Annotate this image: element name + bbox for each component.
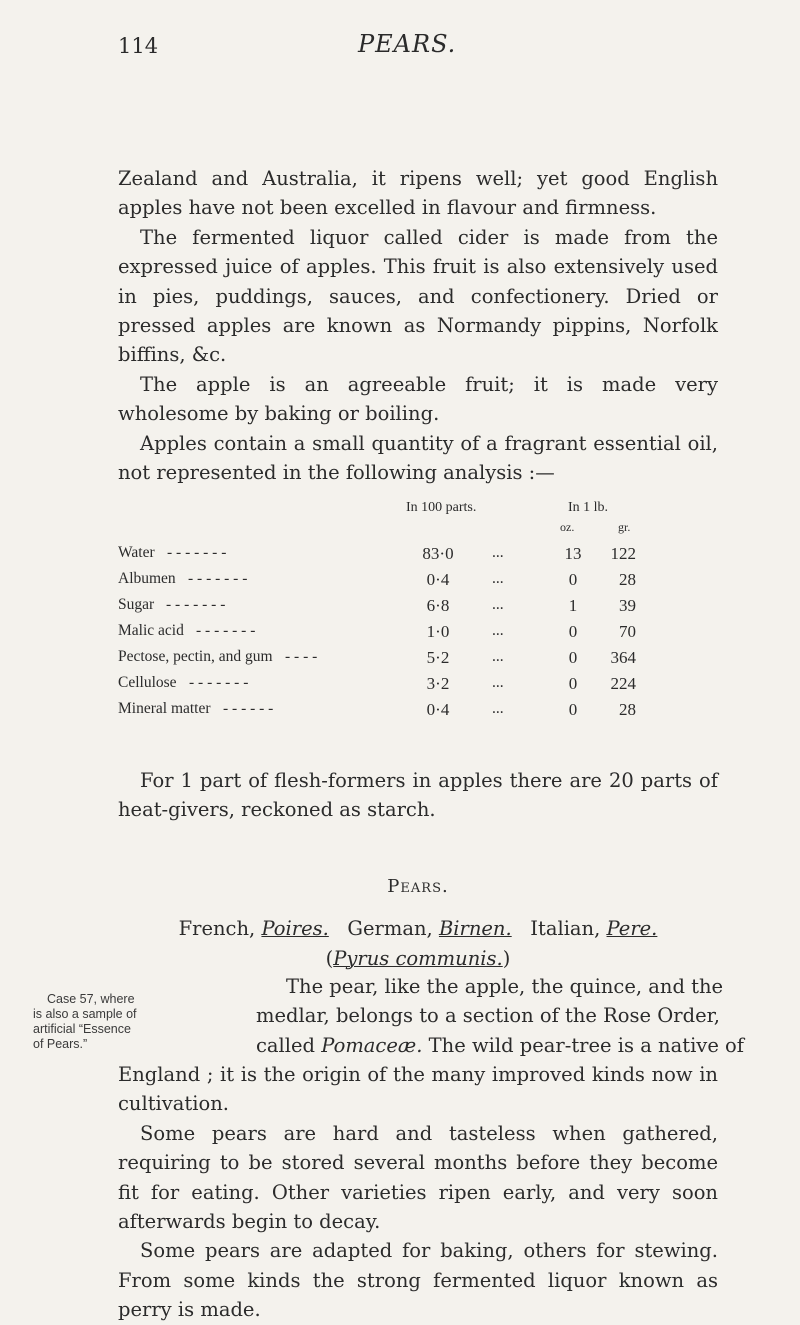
- row-label: Sugar: [118, 596, 155, 613]
- row-label: Water: [118, 544, 155, 561]
- row-gr: 364: [610, 648, 636, 667]
- section-title: Pears.: [387, 876, 449, 897]
- pomaceae-term: Pomaceæ.: [321, 1033, 423, 1057]
- header-percent: In 100 parts.: [406, 500, 477, 515]
- text-fragment: The wild pear-tree is a native of: [422, 1033, 745, 1057]
- margin-note: [33, 992, 168, 1052]
- row-percent: 6·8: [426, 596, 450, 615]
- margin-note-line: is also a sample of: [33, 1007, 137, 1021]
- row-oz: 0: [568, 622, 578, 641]
- paragraph: England ; it is the origin of the many improved kinds now in cultivation.: [118, 1063, 718, 1116]
- row-dots: ...: [492, 700, 504, 717]
- table-row: [118, 622, 718, 648]
- row-percent: 5·2: [426, 648, 450, 667]
- row-dots: ...: [492, 648, 504, 665]
- row-leader: - - - - - - -: [188, 570, 248, 587]
- text-line: medlar, belongs to a section of the Rose Order,: [256, 1004, 721, 1028]
- row-label: Malic acid: [118, 622, 184, 639]
- paragraph: The fermented liquor called cider is made from the expressed juice of apples. This fruit is also extensively used in pies, puddings, sauces, and confectionery. Dried or pressed apples are known as Normandy pippins, Norfolk biffins, &c.: [118, 225, 718, 367]
- french-name: Poires.: [261, 917, 329, 940]
- latin-name: (Pyrus communis.): [325, 947, 511, 970]
- apples-text: [118, 164, 718, 487]
- german-name: Birnen.: [438, 917, 512, 940]
- italian-name: Pere.: [606, 917, 658, 940]
- paragraph: Some pears are hard and tasteless when gathered, requiring to be stored several months before they become fit for eating. Other varieties ripen early, and very soon afterwards begin to decay.: [118, 1121, 718, 1234]
- row-label: Cellulose: [118, 674, 177, 691]
- running-title: PEARS.: [358, 30, 457, 58]
- paragraph: Some pears are adapted for baking, others for stewing. From some kinds the strong fermented liquor known as perry is made.: [118, 1239, 718, 1322]
- row-gr: 39: [619, 596, 636, 615]
- row-dots: ...: [492, 570, 504, 587]
- table-row: [118, 674, 718, 700]
- header-per-lb: In 1 lb.: [568, 500, 609, 515]
- row-dots: ...: [492, 674, 504, 691]
- table-row: [118, 648, 718, 674]
- pears-text: [118, 1060, 718, 1325]
- row-leader: - - - - - - -: [167, 544, 227, 561]
- text-line: The pear, like the apple, the quince, and the: [286, 975, 724, 998]
- row-label: Mineral matter: [118, 700, 211, 717]
- text-line: [256, 1031, 745, 1060]
- latin-name-text: Pyrus communis.: [333, 947, 503, 970]
- paragraph: Apples contain a small quantity of a fragrant essential oil, not represented in the following analysis :—: [118, 431, 718, 485]
- row-label: Pectose, pectin, and gum: [118, 648, 273, 665]
- french-label: French,: [178, 917, 256, 940]
- paragraph: The apple is an agreeable fruit; it is made very wholesome by baking or boiling.: [118, 372, 718, 426]
- row-gr: 28: [619, 700, 636, 719]
- row-leader: - - - -: [285, 648, 318, 665]
- row-oz: 0: [568, 674, 578, 693]
- margin-note-line: Case 57, where: [47, 992, 135, 1006]
- header-gr: gr.: [618, 520, 631, 534]
- row-gr: 70: [619, 622, 636, 641]
- running-head: [118, 30, 718, 70]
- row-leader: - - - - - -: [223, 700, 274, 717]
- row-gr: 224: [610, 674, 636, 693]
- row-percent: 0·4: [426, 570, 450, 589]
- row-label: Albumen: [118, 570, 176, 587]
- paragraph: For 1 part of flesh-formers in apples there are 20 parts of heat-givers, reckoned as starch.: [118, 769, 718, 822]
- row-oz: 0: [568, 570, 578, 589]
- row-gr: 28: [619, 570, 636, 589]
- table-row: [118, 570, 718, 596]
- flesh-formers-text: [118, 766, 718, 825]
- text-fragment: called: [256, 1033, 322, 1057]
- row-gr: 122: [610, 544, 636, 563]
- pears-intro: [256, 972, 745, 1060]
- row-oz: 0: [568, 700, 578, 719]
- table-row: [118, 596, 718, 622]
- table-row: [118, 700, 718, 726]
- table-row: [118, 544, 718, 570]
- row-oz: 13: [564, 544, 582, 563]
- row-dots: ...: [492, 544, 504, 561]
- margin-note-line: of Pears.”: [33, 1037, 88, 1051]
- header-oz: oz.: [560, 520, 575, 534]
- italian-label: Italian,: [530, 917, 601, 940]
- row-dots: ...: [492, 622, 504, 639]
- row-leader: - - - - - - -: [166, 596, 226, 613]
- row-leader: - - - - - - -: [189, 674, 249, 691]
- margin-note-line: artificial “Essence: [33, 1022, 131, 1036]
- row-percent: 3·2: [426, 674, 450, 693]
- row-dots: ...: [492, 596, 504, 613]
- row-oz: 1: [568, 596, 578, 615]
- foreign-names: [118, 917, 718, 940]
- row-percent: 0·4: [426, 700, 450, 719]
- row-percent: 83·0: [422, 544, 454, 563]
- row-leader: - - - - - - -: [196, 622, 256, 639]
- analysis-table: [118, 498, 718, 728]
- page-number: 114: [118, 34, 159, 58]
- paragraph: Zealand and Australia, it ripens well; yet good English apples have not been excelled in flavour and firmness.: [118, 167, 718, 220]
- row-oz: 0: [568, 648, 578, 667]
- row-percent: 1·0: [426, 622, 450, 641]
- german-label: German,: [347, 917, 433, 940]
